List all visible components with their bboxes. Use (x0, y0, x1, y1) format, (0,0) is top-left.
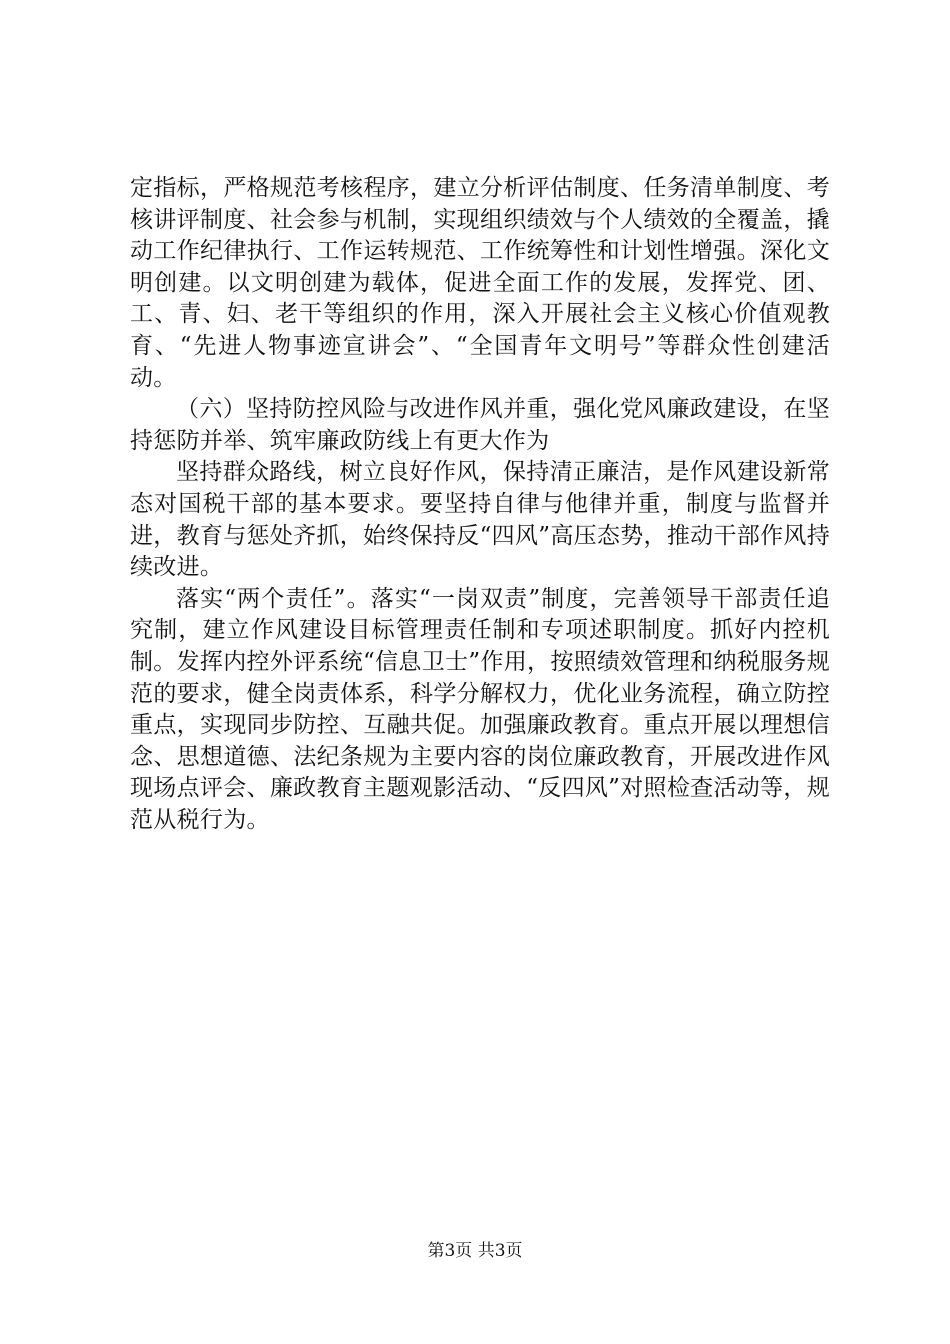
paragraph-work-style: 坚持群众路线，树立良好作风，保持清正廉洁，是作风建设新常态对国税干部的基本要求。要坚持自律与他律并重，制度与监督并进，教育与惩处齐抓，始终保持反“四风”高压态势，推动干部作风持续改进。 (130, 459, 830, 581)
paragraph-continuation: 定指标，严格规范考核程序，建立分析评估制度、任务清单制度、考核讲评制度、社会参与机制，实现组织绩效与个人绩效的全覆盖，撬动工作纪律执行、工作运转规范、工作统筹性和计划性增强。深化文明创建。以文明创建为载体，促进全面工作的发展，发挥党、团、工、青、妇、老干等组织的作用，深入开展社会主义核心价值观教育、“先进人物事迹宣讲会”、“全国青年文明号”等群众性创建活动。 (130, 175, 830, 391)
page-total: 共3页 (477, 1241, 523, 1261)
page-footer (0, 1240, 950, 1262)
section-heading-six: （六）坚持防控风险与改进作风并重，强化党风廉政建设，在坚持惩防并举、筑牢廉政防线上有更大作为 (130, 396, 830, 454)
document-body (130, 173, 830, 836)
page-number: 第3页 (427, 1241, 473, 1261)
paragraph-responsibilities: 落实“两个责任”。落实“一岗双责”制度，完善领导干部责任追究制，建立作风建设目标管理责任制和专项述职制度。抓好内控机制。发挥内控外评系统“信息卫士”作用，按照绩效管理和纳税服务规范的要求，健全岗责体系，科学分解权力，优化业务流程，确立防控重点，实现同步防控、互融共促。加强廉政教育。重点开展以理想信念、思想道德、法纪条规为主要内容的岗位廉政教育，开展改进作风现场点评会、廉政教育主题观影活动、“反四风”对照检查活动等，规范从税行为。 (130, 585, 830, 833)
